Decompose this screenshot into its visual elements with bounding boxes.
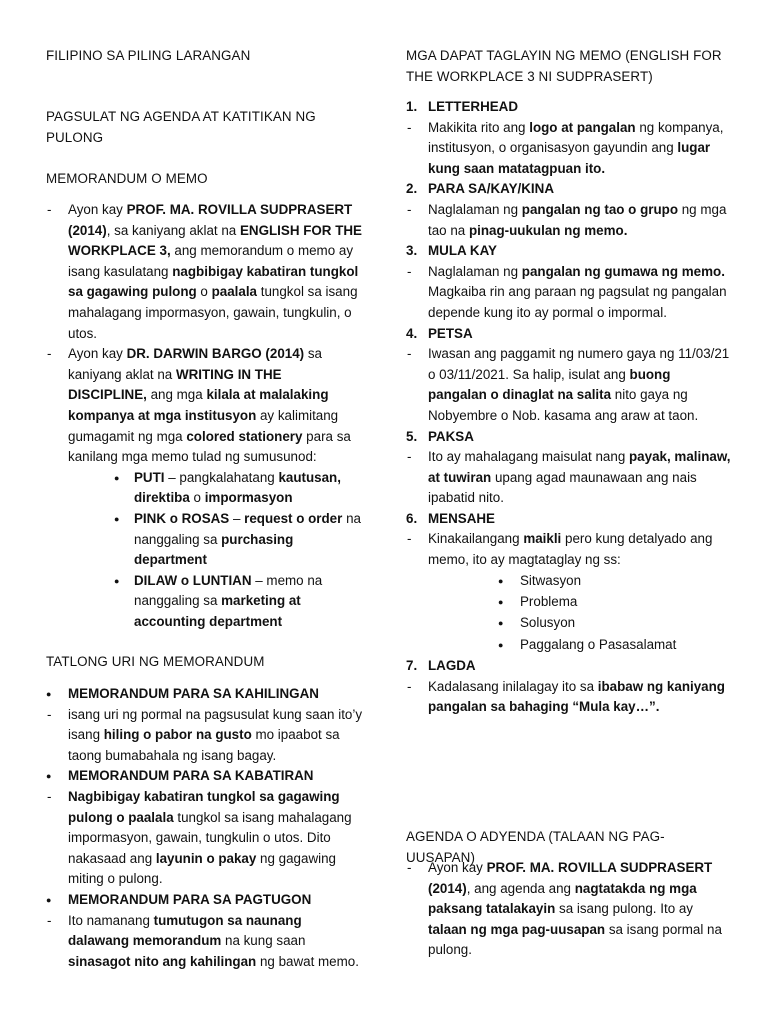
memo-type-description: - Nagbibigay kabatiran tungkol sa gagawing pulong o paalala tungkol sa isang mahalagang impormasyon, gawain, tungkulin o utos. Dito nakasaad ang layunin o pakay ng gagawing miting o pulong. bbox=[46, 787, 364, 890]
list-item: ● Paggalang o Pasasalamat bbox=[498, 635, 732, 656]
part-title-letterhead: 1. LETTERHEAD bbox=[406, 99, 519, 114]
memo-type-description: - isang uri ng pormal na pagsusulat kung saan ito’y isang hiling o pabor na gusto mo ipaabot sa taong bumabahala ng isang bagay. bbox=[46, 705, 364, 767]
part-description: - Naglalaman ng pangalan ng gumawa ng memo. Magkaiba rin ang paraan ng pagsulat ng pangalan depende kung ito ay pormal o impormal. bbox=[406, 262, 732, 324]
part-description: - Iwasan ang paggamit ng numero gaya ng 11/03/21 o 03/11/2021. Sa halip, isulat ang buong pangalan o dinaglat na salita nito gaya ng Nobyembre o Nob. kasama ang araw at taon. bbox=[406, 344, 732, 426]
part-title-mensahe: 6. MENSAHE bbox=[406, 510, 495, 526]
memo-type-title: ● MEMORANDUM PARA SA KABATIRAN bbox=[46, 766, 364, 787]
part-title-mula-kay: 3. MULA KAY bbox=[406, 243, 497, 259]
memo-definitions bbox=[46, 200, 364, 632]
part-description: - Kinakailangang maikli pero kung detalyado ang memo, ito ay magtataglay ng ss: bbox=[406, 529, 732, 570]
memo-type-title: ● MEMORANDUM PARA SA KAHILINGAN bbox=[46, 684, 364, 705]
memo-type-description: - Ito namanang tumutugon sa naunang dalawang memorandum na kung saan sinasagot nito ang kahilingan ng bawat memo. bbox=[46, 911, 364, 973]
course-title: FILIPINO SA PILING LARANGAN bbox=[46, 48, 251, 63]
part-description: - Kadalasang inilalagay ito sa ibabaw ng kaniyang pangalan sa bahaging “Mula kay…”. bbox=[406, 677, 732, 718]
memo-types-heading: TATLONG URI NG MEMORANDUM bbox=[46, 654, 265, 669]
list-item: ● Sitwasyon bbox=[498, 571, 732, 592]
memo-parts-list bbox=[406, 97, 732, 718]
part-description: - Ito ay mahalagang maisulat nang payak, malinaw, at tuwiran upang agad maunawaan ang nais ipabatid nito. bbox=[406, 447, 732, 509]
section-title: PAGSULAT NG AGENDA AT KATITIKAN NG PULONG bbox=[46, 109, 316, 145]
part-title-para-sa: 2. PARA SA/KAY/KINA bbox=[406, 181, 554, 197]
list-item: ● Problema bbox=[498, 592, 732, 613]
memo-definition-sudprasert: - Ayon kay PROF. MA. ROVILLA SUDPRASERT (2014), sa kaniyang aklat na ENGLISH FOR THE WORKPLACE 3, ang memorandum o memo ay isang kasulatang nagbibigay kabatiran tungkol sa gagawing pulong o paalala tungkol sa isang mahalagang impormasyon, gawain, tungkulin, o utos. bbox=[46, 200, 364, 344]
part-description: - Naglalaman ng pangalan ng tao o grupo ng mga tao na pinag-uukulan ng memo. bbox=[406, 200, 732, 241]
memo-parts-heading: MGA DAPAT TAGLAYIN NG MEMO (ENGLISH FOR THE WORKPLACE 3 NI SUDPRASERT) bbox=[406, 48, 722, 84]
memo-definition-bargo: - Ayon kay DR. DARWIN BARGO (2014) sa kaniyang aklat na WRITING IN THE DISCIPLINE, ang mga kilala at malalaking kompanya at mga institusyon ay kalimitang gumagamit ng mga colored stationery para sa kanilang mga memo tulad ng sumusunod: bbox=[46, 344, 364, 468]
memo-type-title: ● MEMORANDUM PARA SA PAGTUGON bbox=[46, 890, 364, 911]
agenda-definition bbox=[406, 858, 732, 961]
part-title-lagda: 7. LAGDA bbox=[406, 658, 476, 674]
list-item: ● Solusyon bbox=[498, 613, 732, 634]
part-title-paksa: 5. PAKSA bbox=[406, 428, 474, 444]
list-item: ● DILAW o LUNTIAN – memo na nanggaling sa marketing at accounting department bbox=[112, 571, 364, 633]
part-description: - Makikita rito ang logo at pangalan ng kompanya, institusyon, o organisasyon gayundin ang lugar kung saan matatagpuan ito. bbox=[406, 118, 732, 180]
memo-types-list bbox=[46, 684, 364, 972]
part-title-petsa: 4. PETSA bbox=[406, 325, 473, 341]
memo-heading: MEMORANDUM O MEMO bbox=[46, 171, 208, 186]
agenda-definition-sudprasert: - Ayon kay PROF. MA. ROVILLA SUDPRASERT (2014), ang agenda ang nagtatakda ng mga paksang tatalakayin sa isang pulong. Ito ay talaan ng mga pag-uusapan sa isang pormal na pulong. bbox=[406, 858, 732, 961]
list-item: ● PUTI – pangkalahatang kautusan, direktiba o impormasyon bbox=[112, 468, 364, 509]
list-item: ● PINK o ROSAS – request o order na nanggaling sa purchasing department bbox=[112, 509, 364, 571]
message-components-list bbox=[406, 571, 732, 657]
stationery-color-list bbox=[46, 468, 364, 633]
agenda-heading: AGENDA O ADYENDA (TALAAN NG PAG-UUSAPAN) bbox=[406, 829, 665, 865]
